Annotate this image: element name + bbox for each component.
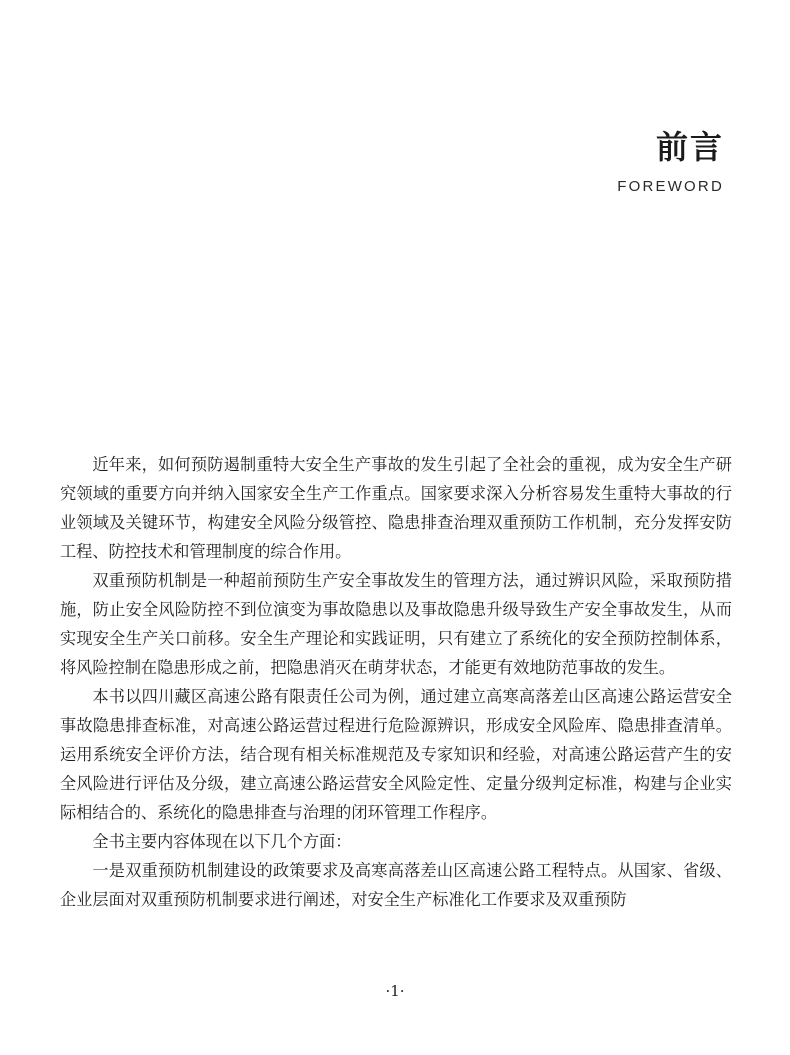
page-title: 前言 bbox=[655, 128, 724, 166]
paragraph: 本书以四川藏区高速公路有限责任公司为例，通过建立高寒高落差山区高速公路运营安全事故隐患排查标准，对高速公路运营过程进行危险源辨识，形成安全风险库、隐患排查清单。运用系统安全评价方法，结合现有相关标准规范及专家知识和经验，对高速公路运营产生的安全风险进行评估及分级，建立高速公路运营安全风险定性、定量分级判定标准，构建与企业实际相结合的、系统化的隐患排查与治理的闭环管理工作程序。 bbox=[60, 687, 732, 822]
paragraph: 双重预防机制是一种超前预防生产安全事故发生的管理方法，通过辨识风险，采取预防措施，防止安全风险防控不到位演变为事故隐患以及事故隐患升级导致生产安全事故发生，从而实现安全生产关口前移。安全生产理论和实践证明，只有建立了系统化的安全预防控制体系，将风险控制在隐患形成之前，把隐患消灭在萌芽状态，才能更有效地防范事故的发生。 bbox=[60, 571, 732, 677]
paragraph: 近年来，如何预防遏制重特大安全生产事故的发生引起了全社会的重视，成为安全生产研究领域的重要方向并纳入国家安全生产工作重点。国家要求深入分析容易发生重特大事故的行业领域及关键环节，构建安全风险分级管控、隐患排查治理双重预防工作机制，充分发挥安防工程、防控技术和管理制度的综合作用。 bbox=[60, 455, 732, 561]
paragraph: 全书主要内容体现在以下几个方面： bbox=[92, 832, 352, 851]
body-text bbox=[60, 450, 732, 914]
paragraph: 一是双重预防机制建设的政策要求及高寒高落差山区高速公路工程特点。从国家、省级、企业层面对双重预防机制要求进行阐述，对安全生产标准化工作要求及双重预防 bbox=[60, 861, 732, 909]
page-number: ·1· bbox=[385, 982, 405, 1000]
page-subtitle: FOREWORD bbox=[617, 178, 724, 195]
